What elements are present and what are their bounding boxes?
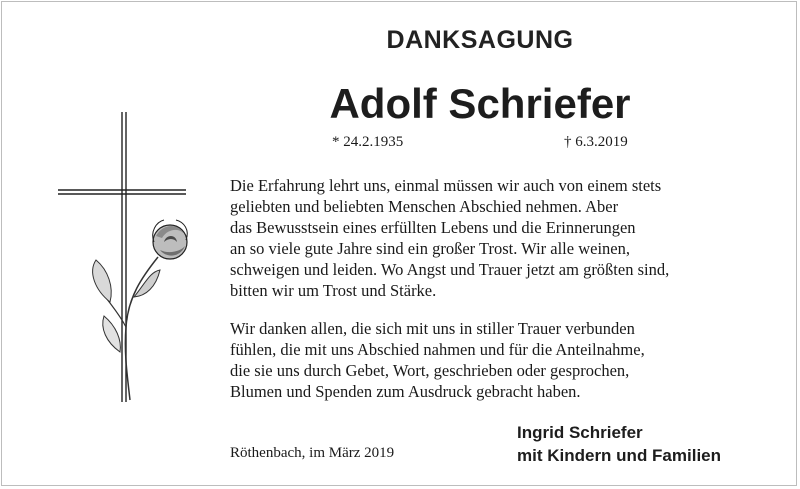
deceased-name: Adolf Schriefer	[329, 80, 631, 127]
text-line: Blumen und Spenden zum Ausdruck gebracht haben.	[230, 382, 581, 401]
notice-heading: DANKSAGUNG	[386, 26, 574, 54]
signature-line: mit Kindern und Familien	[517, 446, 722, 465]
text-line: Die Erfahrung lehrt uns, einmal müssen wir auch von einem stets	[230, 176, 662, 195]
birth-date: * 24.2.1935	[332, 134, 404, 150]
signature-block	[517, 421, 721, 467]
text-line: schweigen und leiden. Wo Angst und Trauer jetzt am größten sind,	[230, 260, 670, 279]
text-line: bitten wir um Trost und Stärke.	[230, 281, 437, 300]
text-line: das Bewusstsein eines erfüllten Lebens und die Erinnerungen	[230, 218, 636, 237]
text-line: fühlen, die mit uns Abschied nahmen und für die Anteilnahme,	[230, 340, 645, 359]
place-date: Röthenbach, im März 2019	[230, 445, 395, 461]
death-date: † 6.3.2019	[564, 134, 628, 150]
signature-line: Ingrid Schriefer	[517, 423, 643, 442]
text-line: an so viele gute Jahre sind ein großer Trost. Wir alle weinen,	[230, 239, 630, 258]
text-line: Wir danken allen, die sich mit uns in stiller Trauer verbunden	[230, 319, 635, 338]
paragraph-thanks	[230, 318, 770, 402]
cross-with-rose-icon	[50, 112, 220, 402]
text-line: geliebten und beliebten Menschen Abschied nehmen. Aber	[230, 197, 619, 216]
paragraph-reflection	[230, 175, 770, 301]
text-line: die sie uns durch Gebet, Wort, geschrieben oder gesprochen,	[230, 361, 630, 380]
